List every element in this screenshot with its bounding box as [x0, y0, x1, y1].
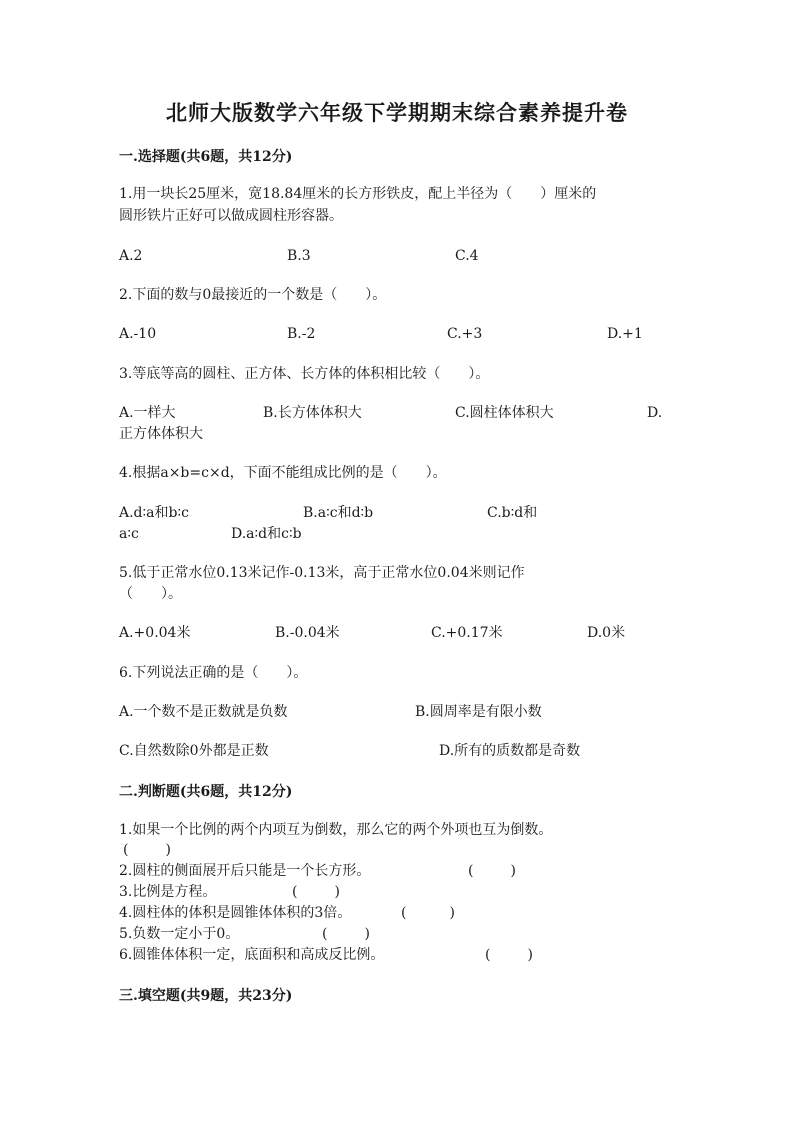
section-heading-judgement: 二.判断题(共6题，共12分)	[119, 784, 293, 800]
judgement-answer-blank-4[interactable]	[397, 903, 459, 924]
question-2-option-c: C.+3	[447, 326, 483, 342]
question-3-option-d: D.	[647, 405, 663, 421]
question-4-option-c-continued: a∶c	[119, 526, 139, 542]
judgement-answer-blank-5[interactable]	[318, 924, 374, 945]
question-6-option-b: B.圆周率是有限小数	[415, 704, 542, 720]
question-3-option-d-continued: 正方体体积大	[119, 426, 203, 442]
question-1-option-b: B.3	[287, 248, 311, 264]
question-4-text: 4.根据a×b=c×d，下面不能组成比例的是（ ）。	[119, 465, 447, 481]
question-4-option-b: B.a∶c和d∶b	[303, 505, 374, 521]
judgement-item-6: 6.圆锥体体积一定，底面积和高成反比例。	[119, 947, 385, 963]
question-2-option-b: B.-2	[287, 326, 316, 342]
judgement-item-4: 4.圆柱体的体积是圆锥体体积的3倍。	[119, 905, 352, 921]
question-3-option-b: B.长方体体积大	[263, 405, 362, 421]
question-4-option-d: D.a∶d和c∶b	[231, 526, 302, 542]
judgement-answer-blank-3[interactable]	[288, 882, 344, 903]
judgement-answer-blank-1[interactable]	[119, 840, 175, 861]
judgement-item-3: 3.比例是方程。	[119, 884, 217, 900]
question-1-option-a: A.2	[119, 248, 143, 264]
question-1-line-2: 圆形铁片正好可以做成圆柱形容器。	[119, 208, 343, 224]
question-2-option-a: A.-10	[119, 326, 157, 342]
judgement-item-1: 1.如果一个比例的两个内项互为倒数，那么它的两个外项也互为倒数。	[119, 822, 553, 838]
document-title: 北师大版数学六年级下学期期末综合素养提升卷	[166, 100, 628, 125]
judgement-item-5: 5.负数一定小于0。	[119, 926, 240, 942]
question-5-option-d: D.0米	[587, 625, 626, 641]
question-1-line-1: 1.用一块长25厘米，宽18.84厘米的长方形铁皮，配上半径为（ ）厘米的	[119, 186, 597, 202]
question-4-option-c: C.b∶d和	[487, 505, 538, 521]
question-1-option-c: C.4	[455, 248, 479, 264]
judgement-item-2: 2.圆柱的侧面展开后只能是一个长方形。	[119, 863, 371, 879]
question-3-option-a: A.一样大	[119, 405, 176, 421]
question-5-line-2: （ ）。	[119, 586, 182, 602]
question-6-option-a: A.一个数不是正数就是负数	[119, 704, 288, 720]
judgement-answer-blank-2[interactable]	[464, 861, 520, 882]
question-3-option-c: C.圆柱体体积大	[455, 405, 554, 421]
section-heading-choice: 一.选择题(共6题，共12分)	[119, 149, 293, 165]
question-6-option-c: C.自然数除0外都是正数	[119, 743, 269, 759]
question-5-option-c: C.+0.17米	[431, 625, 503, 641]
question-3-text: 3.等底等高的圆柱、正方体、长方体的体积相比较（ ）。	[119, 366, 490, 382]
question-6-text: 6.下列说法正确的是（ ）。	[119, 665, 308, 681]
section-heading-fill-blank: 三.填空题(共9题，共23分)	[119, 988, 293, 1004]
judgement-answer-blank-6[interactable]	[481, 945, 537, 966]
question-4-option-a: A.d∶a和b∶c	[119, 505, 189, 521]
question-5-line-1: 5.低于正常水位0.13米记作-0.13米，高于正常水位0.04米则记作	[119, 565, 525, 581]
question-2-option-d: D.+1	[607, 326, 643, 342]
question-2-text: 2.下面的数与0最接近的一个数是（ ）。	[119, 287, 387, 303]
question-6-option-d: D.所有的质数都是奇数	[439, 743, 581, 759]
question-5-option-a: A.+0.04米	[119, 625, 191, 641]
question-5-option-b: B.-0.04米	[275, 625, 340, 641]
